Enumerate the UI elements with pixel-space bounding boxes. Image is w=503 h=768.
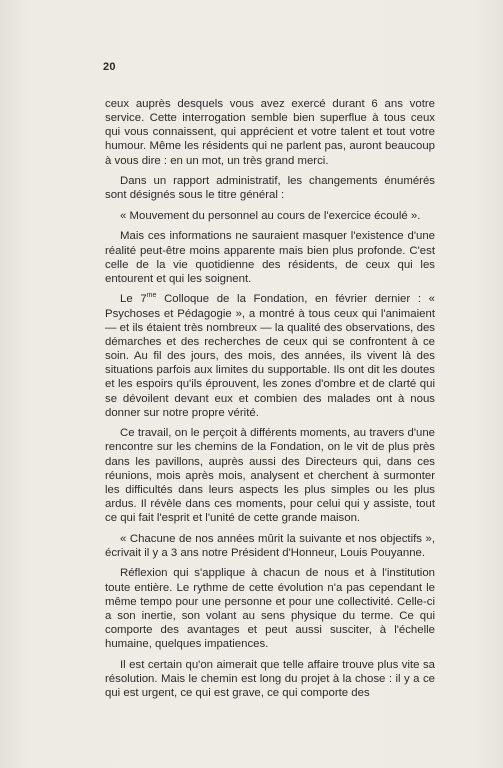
paragraph: Il est certain qu'on aimerait que telle affaire trouve plus vite sa résolution. Mais le chemin est long du projet à la chose : il y a ce qui est urgent, ce qui est grave, ce qui comporte des [105, 658, 435, 700]
paragraph: Ce travail, on le perçoit à différents moments, au travers d'une rencontre sur les chemins de la Fondation, on le vit de plus près dans les pavillons, auprès aussi des Directeurs qui, dans ces réunions, mois après mois, analysent et cherchent à surmonter les difficultés dans leurs aspects les plus simples ou les plus ardus. Il révèle dans ces moments, pour celui qui y assiste, tout ce qui fait l'esprit et l'unité de cette grande maison. [105, 427, 435, 525]
paragraph: ceux auprès desquels vous avez exercé durant 6 ans votre service. Cette interrogation semble bien superflue à tous ceux qui vous connaissent, qui apprécient et votre talent et tout votre humour. Même les résidents qui ne parlent pas, auront beaucoup à vous dire : en un mot, un très grand merci. [105, 98, 435, 167]
paragraph: Dans un rapport administratif, les changements énumérés sont désignés sous le titre général : [105, 175, 435, 202]
paragraph-text: Le 7 [120, 293, 147, 306]
body-text [105, 97, 435, 700]
ordinal-suffix: me [146, 292, 157, 300]
paragraph [105, 292, 435, 419]
paragraph: Mais ces informations ne sauraient masquer l'existence d'une réalité peut-être moins apparente mais bien plus profonde. C'est celle de la vie quotidienne des résidents, de ceux qui les entourent et qui les soignent. [105, 230, 435, 285]
paragraph: Réflexion qui s'applique à chacun de nous et à l'institution toute entière. Le rythme de cette évolution n'a pas cependant le même tempo pour une personne et pour une collectivité. Celle-ci a son inertie, son volant au sens physique du terme. Ce qui comporte des avantages et peut aussi susciter, à l'échelle humaine, quelques impatiences. [105, 567, 435, 651]
paragraph-text: Colloque de la Fondation, en février dernier : « Psychoses et Pédagogie », a montré à tous ceux qui l'animaient — et ils étaient très nombreux — la qualité des observations, des démarches et des recherches de ceux qui se confrontent à ce soin. Au fil des jours, des mois, des années, ils vivent là des situations parfois aux limites du supportable. Ils ont dit les doutes et les espoirs qu'ils éprouvent, les zones d'ombre et de clarté qui se dévoilent devant eux et combien des malades ont à nous donner sur notre propre vérité. [105, 293, 435, 419]
paragraph: « Chacune de nos années mûrit la suivante et nos objectifs », écrivait il y a 3 ans notre Président d'Honneur, Louis Pouyanne. [105, 532, 435, 559]
page-number: 20 [103, 61, 116, 73]
paragraph: « Mouvement du personnel au cours de l'exercice écoulé ». [120, 209, 421, 222]
